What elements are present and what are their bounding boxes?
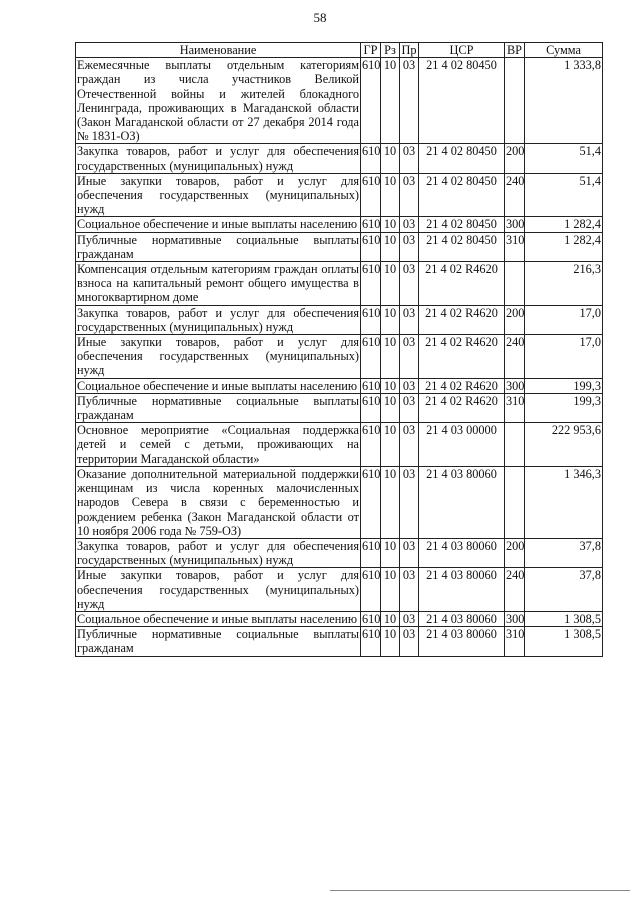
- cell-csr: 21 4 03 80060: [419, 568, 505, 612]
- table-row: [76, 173, 603, 217]
- cell-csr: 21 4 02 R4620: [419, 305, 505, 334]
- cell-vr: 300: [506, 217, 525, 232]
- cell-rz: 10: [381, 144, 400, 173]
- cell-gr: 610: [361, 262, 381, 306]
- cell-pr: 03: [400, 568, 419, 612]
- cell-vr: 310: [505, 627, 525, 656]
- cell-vr: 300: [506, 611, 525, 626]
- cell-csr: 21 4 02 R4620: [419, 262, 505, 306]
- cell-sum: 1 282,4: [525, 232, 603, 261]
- cell-rz: 10: [381, 538, 400, 567]
- table-row: [76, 568, 603, 612]
- cell-rz: 10: [381, 378, 400, 393]
- cell-csr: 21 4 02 R4620: [419, 378, 505, 393]
- cell-pr: 03: [400, 262, 419, 306]
- cell-pr: 03: [400, 378, 419, 393]
- cell-rz: 10: [381, 173, 400, 217]
- table-row: [76, 262, 603, 306]
- cell-sum: 1 308,5: [525, 611, 603, 626]
- cell-rz: 10: [381, 466, 400, 538]
- table-row: [76, 144, 603, 173]
- cell-csr: 21 4 03 80060: [419, 611, 505, 626]
- cell-rz: 10: [381, 568, 400, 612]
- cell-rz: 10: [381, 305, 400, 334]
- table-row: [76, 305, 603, 334]
- header-pr: Пр: [401, 43, 417, 57]
- header-csr: ЦСР: [419, 43, 505, 58]
- cell-gr: 610: [361, 393, 381, 422]
- table-row: [76, 335, 603, 379]
- cell-sum: 51,4: [525, 173, 603, 217]
- cell-vr: [505, 466, 525, 538]
- table-row: [76, 423, 603, 467]
- cell-csr: 21 4 03 80060: [419, 538, 505, 567]
- cell-pr: 03: [400, 305, 419, 334]
- cell-csr: 21 4 02 80450: [419, 173, 505, 217]
- cell-pr: 03: [400, 217, 419, 232]
- cell-rz: 10: [381, 217, 400, 232]
- cell-csr: 21 4 02 80450: [419, 144, 505, 173]
- cell-pr: 03: [400, 393, 419, 422]
- cell-vr: 240: [505, 335, 525, 379]
- table-row: [76, 232, 603, 261]
- cell-name: Закупка товаров, работ и услуг для обеспечения государственных (муниципальных) нужд: [77, 305, 359, 334]
- cell-gr: 610: [361, 466, 381, 538]
- cell-gr: 610: [361, 335, 381, 379]
- cell-pr: 03: [400, 466, 419, 538]
- cell-pr: 03: [400, 58, 419, 144]
- cell-rz: 10: [381, 58, 400, 144]
- cell-pr: 03: [400, 335, 419, 379]
- cell-pr: 03: [400, 538, 419, 567]
- cell-pr: 03: [400, 627, 419, 656]
- cell-rz: 10: [381, 423, 400, 467]
- cell-name: Иные закупки товаров, работ и услуг для обеспечения государственных (муниципальных) нужд: [77, 568, 359, 611]
- cell-gr: 610: [362, 611, 381, 626]
- cell-vr: 240: [505, 173, 525, 217]
- cell-vr: 200: [505, 538, 525, 567]
- cell-sum: 1 282,4: [525, 217, 603, 232]
- cell-sum: 17,0: [525, 335, 603, 379]
- cell-rz: 10: [381, 627, 400, 656]
- cell-sum: 1 333,8: [525, 58, 603, 144]
- cell-pr: 03: [400, 423, 419, 467]
- cell-pr: 03: [400, 611, 419, 626]
- cell-csr: 21 4 02 80450: [419, 232, 505, 261]
- cell-gr: 610: [361, 568, 381, 612]
- table-row: [76, 378, 603, 393]
- header-name: Наименование: [76, 43, 361, 58]
- cell-name: Основное мероприятие «Социальная поддержка детей и семей с детьми, проживающих на территории Магаданской области»: [77, 423, 359, 466]
- cell-csr: 21 4 03 00000: [419, 423, 505, 467]
- cell-rz: 10: [381, 393, 400, 422]
- cell-csr: 21 4 02 R4620: [419, 335, 505, 379]
- cell-sum: 51,4: [525, 144, 603, 173]
- table-row: [76, 466, 603, 538]
- cell-name: Публичные нормативные социальные выплаты гражданам: [77, 232, 359, 261]
- cell-name: Компенсация отдельным категориям граждан оплаты взноса на капитальный ремонт общего имущества в многоквартирном доме: [77, 262, 359, 305]
- cell-rz: 10: [381, 335, 400, 379]
- cell-pr: 03: [400, 173, 419, 217]
- cell-vr: [505, 423, 525, 467]
- cell-name: Закупка товаров, работ и услуг для обеспечения государственных (муниципальных) нужд: [77, 538, 359, 568]
- cell-gr: 610: [361, 173, 381, 217]
- cell-sum: 37,8: [525, 538, 603, 567]
- table-row: [76, 611, 603, 626]
- cell-gr: 610: [361, 232, 381, 261]
- cell-name: Социальное обеспечение и иные выплаты населению: [76, 611, 361, 626]
- header-sum: Сумма: [525, 43, 603, 58]
- cell-vr: 300: [506, 378, 525, 393]
- table-header-row: [76, 43, 603, 58]
- cell-gr: 610: [361, 58, 381, 144]
- footer-divider: [330, 890, 630, 891]
- cell-gr: 610: [361, 423, 381, 467]
- cell-sum: 1 308,5: [525, 627, 603, 656]
- cell-sum: 1 346,3: [525, 466, 603, 538]
- cell-sum: 222 953,6: [525, 423, 603, 467]
- cell-pr: 03: [400, 144, 419, 173]
- cell-name: Публичные нормативные социальные выплаты гражданам: [77, 393, 359, 423]
- cell-gr: 610: [361, 627, 381, 656]
- cell-sum: 17,0: [525, 305, 603, 334]
- cell-sum: 216,3: [525, 262, 603, 306]
- header-gr: ГР: [361, 43, 381, 58]
- cell-gr: 610: [362, 378, 381, 393]
- cell-csr: 21 4 03 80060: [419, 627, 505, 656]
- page-number: 58: [313, 10, 327, 25]
- cell-vr: 200: [505, 305, 525, 334]
- cell-name: Иные закупки товаров, работ и услуг для обеспечения государственных (муниципальных) нужд: [77, 173, 359, 217]
- cell-gr: 610: [361, 305, 381, 334]
- table-body: [76, 58, 603, 656]
- cell-vr: [505, 262, 525, 306]
- cell-sum: 37,8: [525, 568, 603, 612]
- cell-name: Закупка товаров, работ и услуг для обеспечения государственных (муниципальных) нужд: [77, 144, 359, 173]
- cell-name: Иные закупки товаров, работ и услуг для обеспечения государственных (муниципальных) нужд: [77, 335, 359, 378]
- cell-vr: 310: [505, 393, 525, 422]
- cell-sum: 199,3: [525, 378, 603, 393]
- cell-rz: 10: [381, 611, 400, 626]
- cell-vr: 200: [505, 144, 525, 173]
- cell-pr: 03: [400, 232, 419, 261]
- cell-csr: 21 4 03 80060: [419, 466, 505, 538]
- cell-gr: 610: [362, 217, 381, 232]
- table-row: [76, 538, 603, 567]
- cell-csr: 21 4 02 R4620: [419, 393, 505, 422]
- cell-gr: 610: [361, 144, 381, 173]
- cell-vr: 310: [505, 232, 525, 261]
- cell-vr: [505, 58, 525, 144]
- cell-csr: 21 4 02 80450: [419, 217, 505, 232]
- cell-name: Социальное обеспечение и иные выплаты населению: [76, 378, 361, 393]
- cell-name: Ежемесячные выплаты отдельным категориям граждан из числа участников Великой Отечественной войны и жителей блокадного Ленинграда, проживающих в Магаданской области (Закон Магаданской области от 27 декабря 2014 года № 1831-ОЗ): [77, 58, 359, 144]
- header-rz: Рз: [381, 43, 400, 58]
- cell-rz: 10: [381, 262, 400, 306]
- cell-sum: 199,3: [525, 393, 603, 422]
- table-row: [76, 58, 603, 144]
- cell-name: Публичные нормативные социальные выплаты гражданам: [77, 627, 359, 656]
- cell-csr: 21 4 02 80450: [419, 58, 505, 144]
- cell-rz: 10: [381, 232, 400, 261]
- cell-name: Социальное обеспечение и иные выплаты населению: [76, 217, 361, 232]
- cell-vr: 240: [505, 568, 525, 612]
- cell-gr: 610: [361, 538, 381, 567]
- cell-name: Оказание дополнительной материальной поддержки женщинам из числа коренных малочисленных народов Севера в связи с беременностью и рождением ребенка (Закон Магаданской области от 10 ноября 2006 года № 759-ОЗ): [77, 466, 359, 538]
- table-row: [76, 627, 603, 656]
- header-vr: ВР: [505, 43, 525, 58]
- budget-table: [75, 42, 603, 657]
- table-row: [76, 393, 603, 422]
- table-row: [76, 217, 603, 232]
